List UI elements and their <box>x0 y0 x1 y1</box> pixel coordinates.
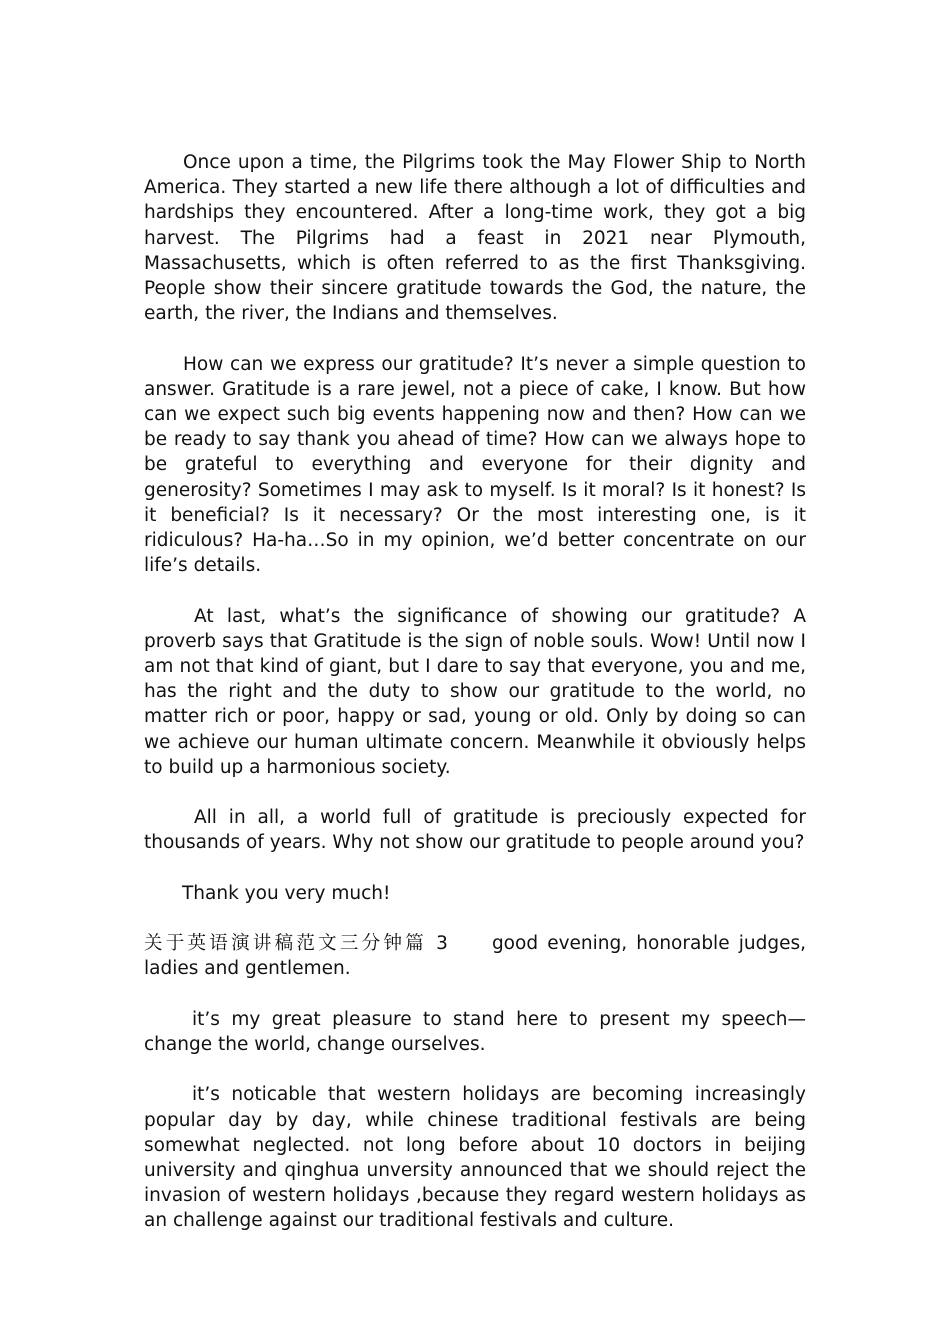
paragraph-significance: At last, what’s the significance of showing our gratitude? A proverb says that Gratitude is the sign of noble souls. Wow! Until now I am not that kind of giant, but I dare to say that everyone, you and me, has the right and the duty to show our gratitude to the world, no matter rich or poor, happy or sad, young or old. Only by doing so can we achieve our human ultimate concern. Meanwhile it obviously helps to build up a harmonious society. <box>144 605 806 778</box>
section-3-heading: 关于英语演讲稿范文三分钟篇 3 <box>144 933 448 955</box>
document-page <box>144 150 806 1259</box>
paragraph-thank-you: Thank you very much! <box>182 882 391 904</box>
paragraph-western-holidays: it’s noticable that western holidays are becoming increasingly popular day by day, while chinese traditional festivals are being somewhat neglected. not long before about 10 doctors in beijing university and qinghua unversity announced that we should reject the invasion of western holidays ,because they regard western holidays as an challenge against our traditional festivals and culture. <box>144 1084 806 1232</box>
section-3-greeting: good evening, honorable judges, ladies and gentlemen. <box>144 933 806 980</box>
paragraph-express-gratitude: How can we express our gratitude? It’s never a simple question to answer. Gratitude is a rare jewel, not a piece of cake, I know. But how can we expect such big events happening now and then? How can we be ready to say thank you ahead of time? How can we always hope to be grateful to everything and everyone for their dignity and generosity? Sometimes I may ask to myself. Is it moral? Is it honest? Is it beneficial? Is it necessary? Or the most interesting one, is it ridiculous? Ha-ha…So in my opinion, we’d better concentrate on our life’s details. <box>144 353 806 577</box>
section-3-opening <box>144 931 806 981</box>
paragraph-all-in-all: All in all, a world full of gratitude is preciously expected for thousands of years. Why not show our gratitude to people around you? <box>144 807 806 854</box>
paragraph-pleasure: it’s my great pleasure to stand here to present my speech—change the world, change ourselves. <box>144 1008 806 1056</box>
paragraph-pilgrims: Once upon a time, the Pilgrims took the May Flower Ship to North America. They started a new life there although a lot of difficulties and hardships they encountered. After a long-time work, they got a big harvest. The Pilgrims had a feast in 2021 near Plymouth, Massachusetts, which is often referred to as the first Thanksgiving. People show their sincere gratitude towards the God, the nature, the earth, the river, the Indians and themselves. <box>144 152 806 325</box>
